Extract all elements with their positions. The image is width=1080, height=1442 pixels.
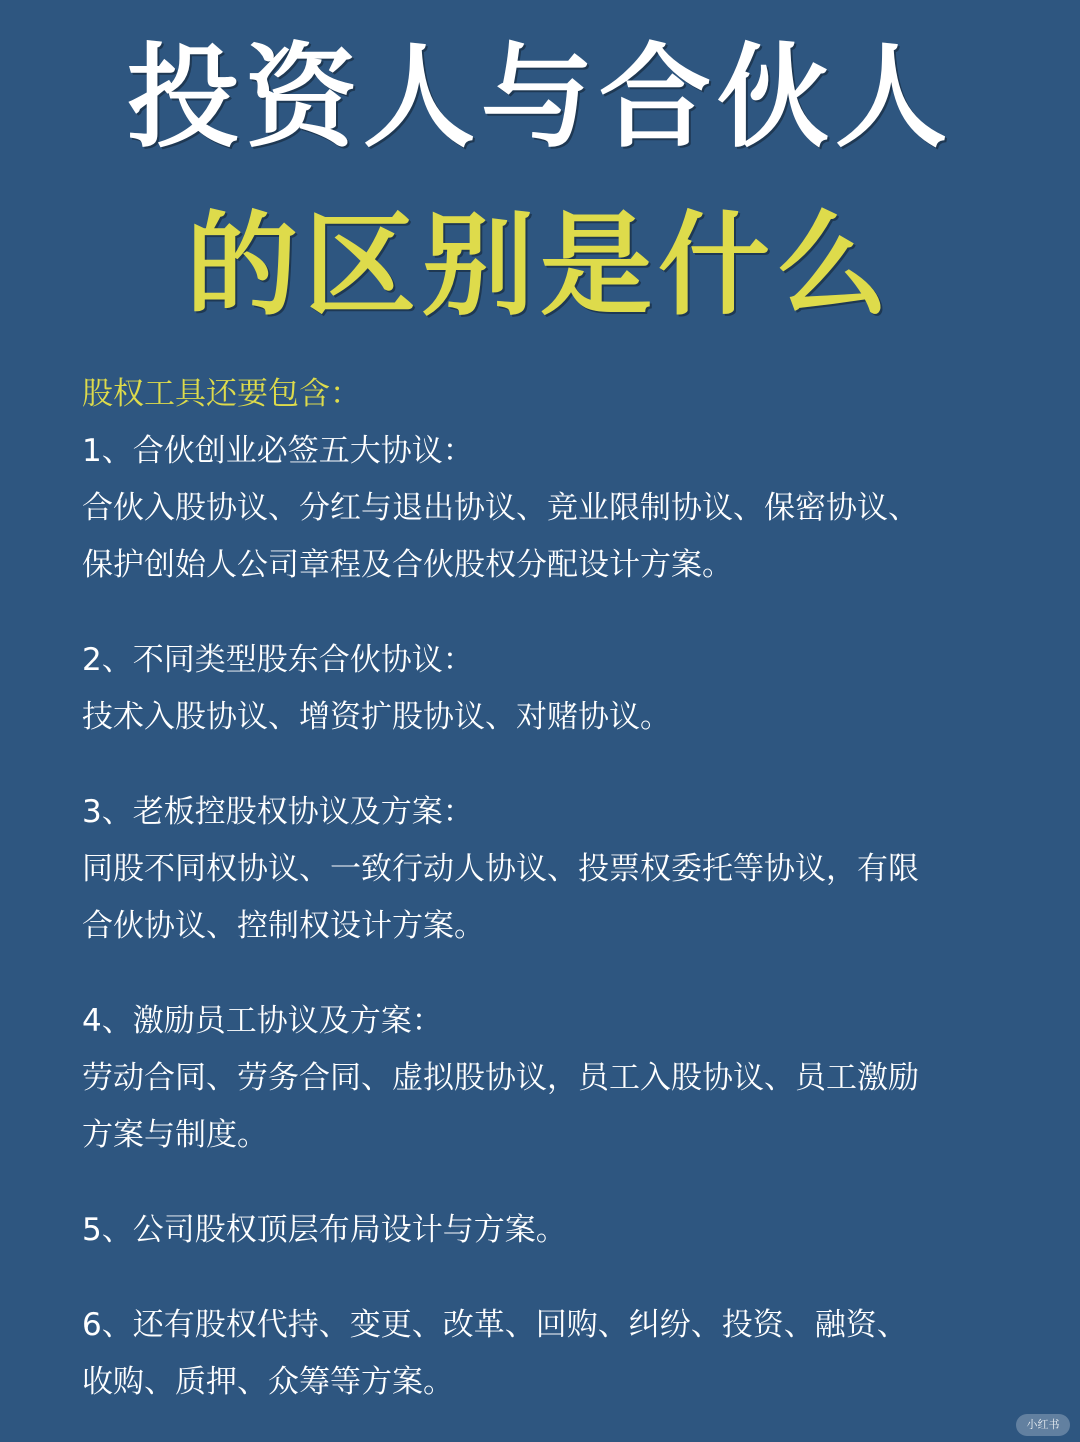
- section-line: 合伙协议、控制权设计方案。: [82, 908, 485, 944]
- section-line: 劳动合同、劳务合同、虚拟股协议，员工入股协议、员工激励: [82, 1060, 919, 1096]
- section-heading: 6、还有股权代持、变更、改革、回购、纠纷、投资、融资、: [82, 1307, 908, 1343]
- section-heading: 3、老板控股权协议及方案：: [82, 794, 474, 830]
- title-line-2: 的区别是什么: [186, 201, 894, 331]
- section-heading: 4、激励员工协议及方案：: [82, 1003, 443, 1039]
- section-line: 合伙入股协议、分红与退出协议、竞业限制协议、保密协议、: [82, 490, 919, 526]
- content-body: [82, 366, 1052, 1411]
- section-1: [82, 423, 1052, 594]
- title-line-1: 投资人与合伙人: [127, 33, 953, 163]
- section-2: [82, 632, 1052, 746]
- section-line: 方案与制度。: [82, 1117, 268, 1153]
- section-line: 保护创始人公司章程及合伙股权分配设计方案。: [82, 547, 733, 583]
- section-heading: 5、公司股权顶层布局设计与方案。: [82, 1212, 567, 1248]
- section-6: [82, 1297, 1052, 1411]
- section-line: 收购、质押、众筹等方案。: [82, 1364, 454, 1400]
- section-5: [82, 1202, 1052, 1259]
- watermark-badge: 小红书: [1016, 1414, 1070, 1436]
- section-4: [82, 993, 1052, 1164]
- section-line: 技术入股协议、增资扩股协议、对赌协议。: [82, 699, 671, 735]
- section-3: [82, 784, 1052, 955]
- section-line: 同股不同权协议、一致行动人协议、投票权委托等协议，有限: [82, 851, 919, 887]
- section-heading: 2、不同类型股东合伙协议：: [82, 642, 474, 678]
- section-heading: 1、合伙创业必签五大协议：: [82, 433, 474, 469]
- subtitle: 股权工具还要包含：: [82, 376, 361, 412]
